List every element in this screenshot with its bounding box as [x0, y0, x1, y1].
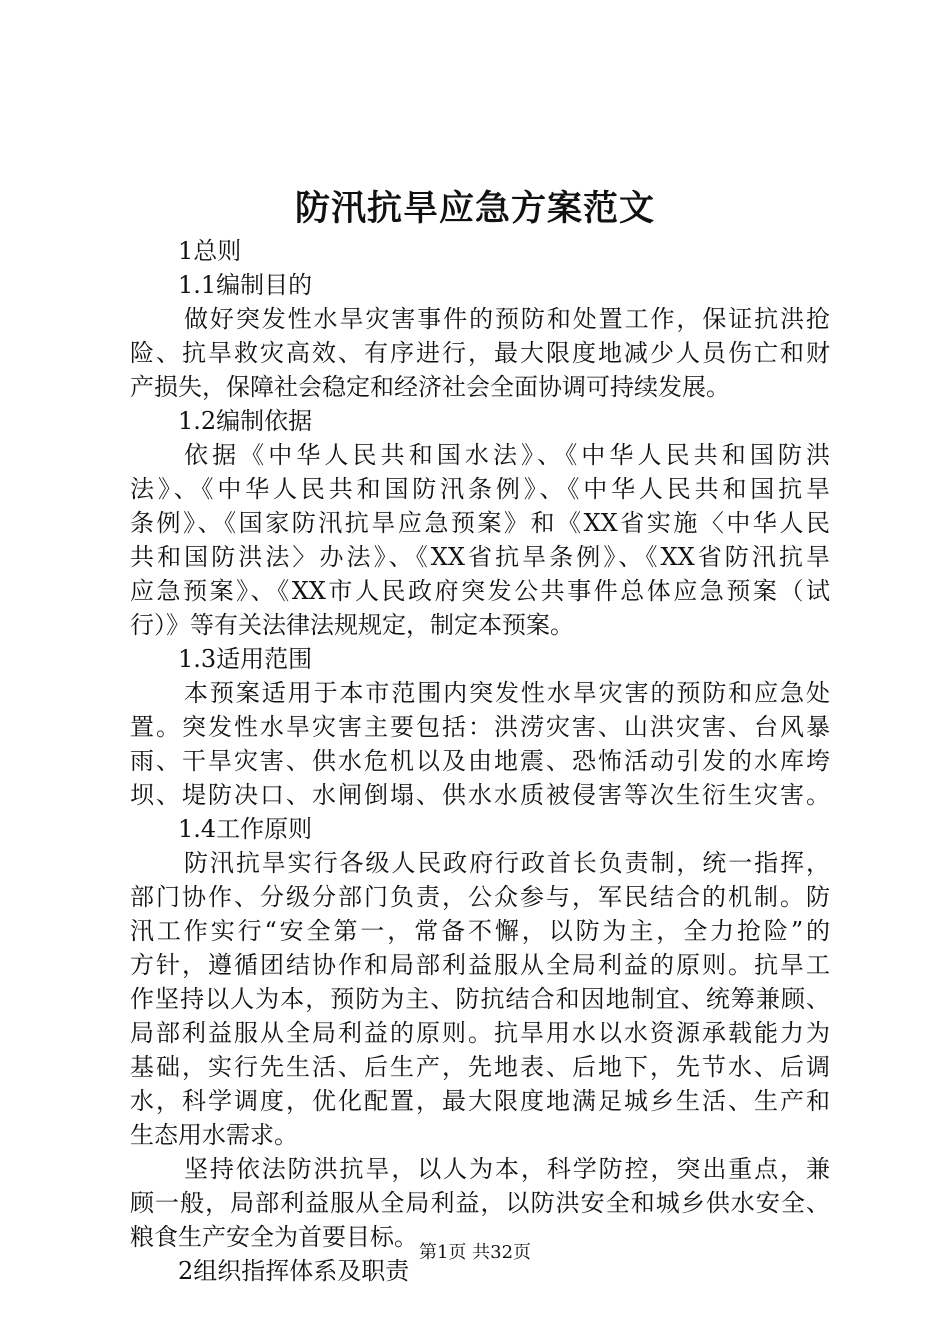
document-title: 防汛抗旱应急方案范文 — [294, 188, 655, 229]
paragraph-line: 汛工作实行“安全第一，常备不懈，以防为主，全力抢险”的 — [130, 917, 830, 945]
document-body — [130, 234, 830, 1288]
paragraph-line: 法》、《中华人民共和国防汛条例》、《中华人民共和国抗旱 — [130, 475, 830, 503]
paragraph-line: 生态用水需求。 — [130, 1121, 298, 1149]
paragraph-line: 雨、干旱灾害、供水危机以及由地震、恐怖活动引发的水库垮 — [130, 747, 830, 775]
paragraph-line: 局部利益服从全局利益的原则。抗旱用水以水资源承载能力为 — [130, 1019, 830, 1047]
paragraph-line: 依据《中华人民共和国水法》、《中华人民共和国防洪 — [184, 441, 830, 469]
page-footer: 第1页 共32页 — [418, 1242, 532, 1263]
paragraph-line: 坚持依法防洪抗旱，以人为本，科学防控，突出重点，兼 — [184, 1155, 830, 1183]
paragraph-line: 粮食生产安全为首要目标。 — [130, 1223, 418, 1251]
section-heading-1-2: 1.2编制依据 — [178, 407, 313, 435]
paragraph-line: 防汛抗旱实行各级人民政府行政首长负责制，统一指挥， — [184, 849, 830, 877]
paragraph-line: 行）》等有关法律法规规定，制定本预案。 — [130, 611, 574, 639]
paragraph-line: 险、抗旱救灾高效、有序进行，最大限度地减少人员伤亡和财 — [130, 339, 830, 367]
paragraph-line: 做好突发性水旱灾害事件的预防和处置工作，保证抗洪抢 — [184, 305, 830, 333]
paragraph-line: 坝、堤防决口、水闸倒塌、供水水质被侵害等次生衍生灾害。 — [130, 781, 830, 809]
paragraph-line: 顾一般，局部利益服从全局利益，以防洪安全和城乡供水安全、 — [130, 1189, 830, 1217]
paragraph-line: 共和国防洪法〉办法》、《XX省抗旱条例》、《XX省防汛抗旱 — [130, 543, 830, 571]
section-heading-2: 2组织指挥体系及职责 — [178, 1257, 410, 1285]
paragraph-line: 产损失，保障社会稳定和经济社会全面协调可持续发展。 — [130, 373, 730, 401]
paragraph-line: 本预案适用于本市范围内突发性水旱灾害的预防和应急处 — [184, 679, 830, 707]
paragraph-line: 置。突发性水旱灾害主要包括：洪涝灾害、山洪灾害、台风暴 — [130, 713, 830, 741]
paragraph-line: 部门协作、分级分部门负责，公众参与，军民结合的机制。防 — [130, 883, 830, 911]
section-heading-1: 1总则 — [178, 237, 242, 265]
section-heading-1-4: 1.4工作原则 — [178, 815, 313, 843]
paragraph-line: 方针，遵循团结协作和局部利益服从全局利益的原则。抗旱工 — [130, 951, 830, 979]
paragraph-line: 水，科学调度，优化配置，最大限度地满足城乡生活、生产和 — [130, 1087, 830, 1115]
paragraph-line: 应急预案》、《XX市人民政府突发公共事件总体应急预案（试 — [130, 577, 830, 605]
paragraph-line: 条例》、《国家防汛抗旱应急预案》和《XX省实施〈中华人民 — [130, 509, 830, 537]
section-heading-1-1: 1.1编制目的 — [178, 271, 313, 299]
section-heading-1-3: 1.3适用范围 — [178, 645, 313, 673]
paragraph-line: 作坚持以人为本，预防为主、防抗结合和因地制宜、统筹兼顾、 — [130, 985, 830, 1013]
paragraph-line: 基础，实行先生活、后生产，先地表、后地下，先节水、后调 — [130, 1053, 830, 1081]
